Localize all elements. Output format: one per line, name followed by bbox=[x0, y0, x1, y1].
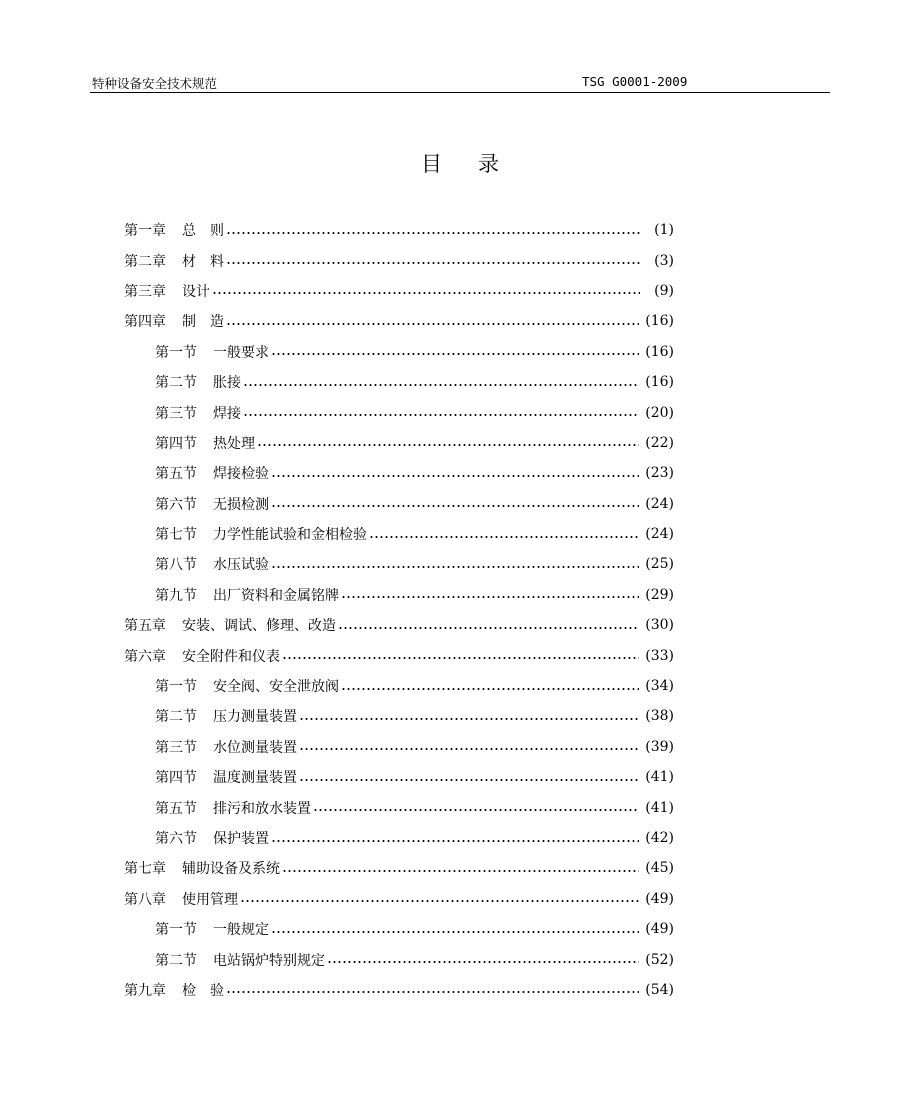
toc-entry-title: 焊接 bbox=[213, 405, 241, 422]
toc-entry-number: 第八节 bbox=[155, 557, 197, 574]
toc-entry-number: 第二节 bbox=[155, 709, 197, 726]
toc-entry-title: 电站锅炉特别规定 bbox=[213, 952, 325, 969]
toc-entry-number: 第一节 bbox=[155, 344, 197, 361]
toc-entry-title: 总 则 bbox=[182, 223, 224, 240]
dot-leader bbox=[282, 657, 639, 659]
toc-entry-number: 第三节 bbox=[155, 405, 197, 422]
dot-leader bbox=[226, 323, 639, 325]
toc-entry-title: 排污和放水装置 bbox=[213, 800, 311, 817]
toc-entry-page: (34) bbox=[645, 678, 674, 695]
toc-section-entry bbox=[124, 580, 674, 610]
toc-entry-number: 第四章 bbox=[124, 314, 166, 331]
dot-leader bbox=[271, 353, 639, 355]
dot-leader bbox=[338, 627, 639, 629]
toc-entry-page: (24) bbox=[645, 526, 674, 543]
toc-section-entry bbox=[124, 944, 674, 974]
header-spec-code: TSG G0001-2009 bbox=[582, 74, 688, 89]
toc-entry-page: (23) bbox=[645, 465, 674, 482]
toc-entry-number: 第四节 bbox=[155, 770, 197, 787]
toc-entry-page: (29) bbox=[645, 586, 674, 603]
toc-entry-title: 水压试验 bbox=[213, 557, 269, 574]
toc-entry-number: 第六节 bbox=[155, 831, 197, 847]
toc-entry-title: 检 验 bbox=[182, 982, 224, 999]
toc-entry-title: 压力测量装置 bbox=[213, 709, 297, 726]
dot-leader bbox=[299, 748, 639, 750]
table-of-contents bbox=[124, 215, 674, 1005]
toc-entry-title: 安装、调试、修理、改造 bbox=[182, 618, 336, 635]
toc-entry-page: (16) bbox=[645, 343, 674, 360]
toc-entry-title: 安全附件和仪表 bbox=[182, 648, 280, 665]
toc-entry-number: 第八章 bbox=[124, 891, 166, 908]
page-title: 目录 bbox=[421, 152, 535, 176]
toc-chapter-entry bbox=[124, 975, 674, 1005]
toc-section-entry bbox=[124, 519, 674, 549]
toc-entry-number: 第五章 bbox=[124, 618, 166, 635]
toc-entry-title: 无损检测 bbox=[213, 496, 269, 513]
dot-leader bbox=[271, 566, 639, 568]
toc-entry-page: (24) bbox=[645, 495, 674, 512]
toc-entry-page: (41) bbox=[645, 769, 674, 786]
toc-entry-title: 温度测量装置 bbox=[213, 770, 297, 787]
toc-entry-title: 焊接检验 bbox=[213, 466, 269, 483]
dot-leader bbox=[341, 596, 639, 598]
toc-section-entry bbox=[124, 914, 674, 944]
toc-entry-number: 第六章 bbox=[124, 648, 166, 665]
toc-entry-number: 第五节 bbox=[155, 800, 197, 817]
toc-entry-page: (1) bbox=[654, 222, 674, 239]
toc-section-entry bbox=[124, 792, 674, 822]
toc-section-entry bbox=[124, 762, 674, 792]
toc-chapter-entry bbox=[124, 884, 674, 914]
toc-entry-page: (49) bbox=[645, 890, 674, 907]
toc-entry-page: (22) bbox=[645, 434, 674, 451]
toc-entry-number: 第九节 bbox=[155, 587, 197, 604]
toc-entry-number: 第一章 bbox=[124, 223, 166, 240]
dot-leader bbox=[282, 870, 639, 872]
toc-entry-page: (54) bbox=[645, 981, 674, 998]
toc-entry-number: 第二章 bbox=[124, 253, 166, 270]
dot-leader bbox=[243, 384, 639, 386]
toc-entry-number: 第四节 bbox=[155, 435, 197, 452]
toc-entry-number: 第七节 bbox=[155, 527, 197, 544]
dot-leader bbox=[226, 262, 640, 264]
toc-chapter-entry bbox=[124, 245, 674, 275]
toc-entry-number: 第二节 bbox=[155, 375, 197, 392]
toc-entry-title: 保护装置 bbox=[213, 831, 269, 847]
toc-section-entry bbox=[124, 823, 674, 853]
dot-leader bbox=[271, 840, 639, 842]
toc-entry-title: 制 造 bbox=[182, 314, 224, 331]
toc-chapter-entry bbox=[124, 610, 674, 640]
toc-entry-page: (33) bbox=[645, 647, 674, 664]
toc-section-entry bbox=[124, 732, 674, 762]
toc-entry-number: 第一节 bbox=[155, 922, 197, 939]
dot-leader bbox=[271, 505, 639, 507]
toc-entry-number: 第二节 bbox=[155, 952, 197, 969]
toc-entry-page: (30) bbox=[645, 617, 674, 634]
toc-entry-title: 使用管理 bbox=[182, 891, 238, 908]
toc-entry-page: (16) bbox=[645, 374, 674, 391]
running-header bbox=[90, 74, 830, 93]
toc-entry-number: 第三章 bbox=[124, 283, 166, 300]
dot-leader bbox=[271, 475, 639, 477]
toc-section-entry bbox=[124, 701, 674, 731]
toc-entry-page: (39) bbox=[645, 738, 674, 755]
toc-chapter-entry bbox=[124, 306, 674, 336]
toc-chapter-entry bbox=[124, 276, 674, 306]
toc-section-entry bbox=[124, 397, 674, 427]
header-spec-name: 特种设备安全技术规范 bbox=[92, 76, 218, 91]
dot-leader bbox=[341, 688, 639, 690]
toc-chapter-entry bbox=[124, 853, 674, 883]
toc-entry-title: 力学性能试验和金相检验 bbox=[213, 527, 367, 544]
dot-leader bbox=[240, 900, 639, 902]
toc-section-entry bbox=[124, 458, 674, 488]
dot-leader bbox=[299, 779, 639, 781]
dot-leader bbox=[226, 991, 639, 993]
toc-entry-title: 辅助设备及系统 bbox=[182, 861, 280, 878]
toc-section-entry bbox=[124, 489, 674, 519]
dot-leader bbox=[369, 536, 639, 538]
toc-entry-title: 设计 bbox=[182, 283, 210, 300]
toc-entry-page: (49) bbox=[645, 921, 674, 938]
dot-leader bbox=[243, 414, 639, 416]
toc-section-entry bbox=[124, 428, 674, 458]
toc-chapter-entry bbox=[124, 640, 674, 670]
toc-entry-number: 第七章 bbox=[124, 861, 166, 878]
toc-entry-title: 一般要求 bbox=[213, 344, 269, 361]
toc-section-entry bbox=[124, 337, 674, 367]
toc-entry-title: 胀接 bbox=[213, 375, 241, 392]
toc-entry-page: (52) bbox=[645, 951, 674, 968]
toc-entry-number: 第三节 bbox=[155, 739, 197, 756]
toc-section-entry bbox=[124, 671, 674, 701]
toc-entry-page: (20) bbox=[645, 404, 674, 421]
toc-entry-page: (25) bbox=[645, 556, 674, 573]
toc-chapter-entry bbox=[124, 215, 674, 245]
toc-section-entry bbox=[124, 549, 674, 579]
toc-entry-page: (9) bbox=[654, 282, 674, 299]
toc-section-entry bbox=[124, 367, 674, 397]
toc-entry-title: 安全阀、安全泄放阀 bbox=[213, 679, 339, 696]
toc-entry-title: 热处理 bbox=[213, 435, 255, 452]
toc-entry-page: (3) bbox=[654, 252, 674, 269]
toc-entry-number: 第九章 bbox=[124, 982, 166, 999]
dot-leader bbox=[299, 718, 639, 720]
toc-entry-number: 第五节 bbox=[155, 466, 197, 483]
dot-leader bbox=[212, 292, 640, 294]
toc-entry-title: 水位测量装置 bbox=[213, 739, 297, 756]
toc-entry-page: (16) bbox=[645, 313, 674, 330]
dot-leader bbox=[327, 961, 639, 963]
dot-leader bbox=[226, 232, 640, 234]
toc-entry-title: 出厂资料和金属铭牌 bbox=[213, 587, 339, 604]
toc-entry-page: (41) bbox=[645, 799, 674, 816]
toc-entry-number: 第六节 bbox=[155, 496, 197, 513]
toc-entry-title: 材 料 bbox=[182, 253, 224, 270]
dot-leader bbox=[257, 444, 639, 446]
dot-leader bbox=[271, 931, 639, 933]
toc-entry-page: (42) bbox=[645, 830, 674, 846]
dot-leader bbox=[313, 809, 639, 811]
toc-entry-page: (38) bbox=[645, 708, 674, 725]
toc-entry-title: 一般规定 bbox=[213, 922, 269, 939]
toc-entry-number: 第一节 bbox=[155, 679, 197, 696]
toc-entry-page: (45) bbox=[645, 860, 674, 877]
